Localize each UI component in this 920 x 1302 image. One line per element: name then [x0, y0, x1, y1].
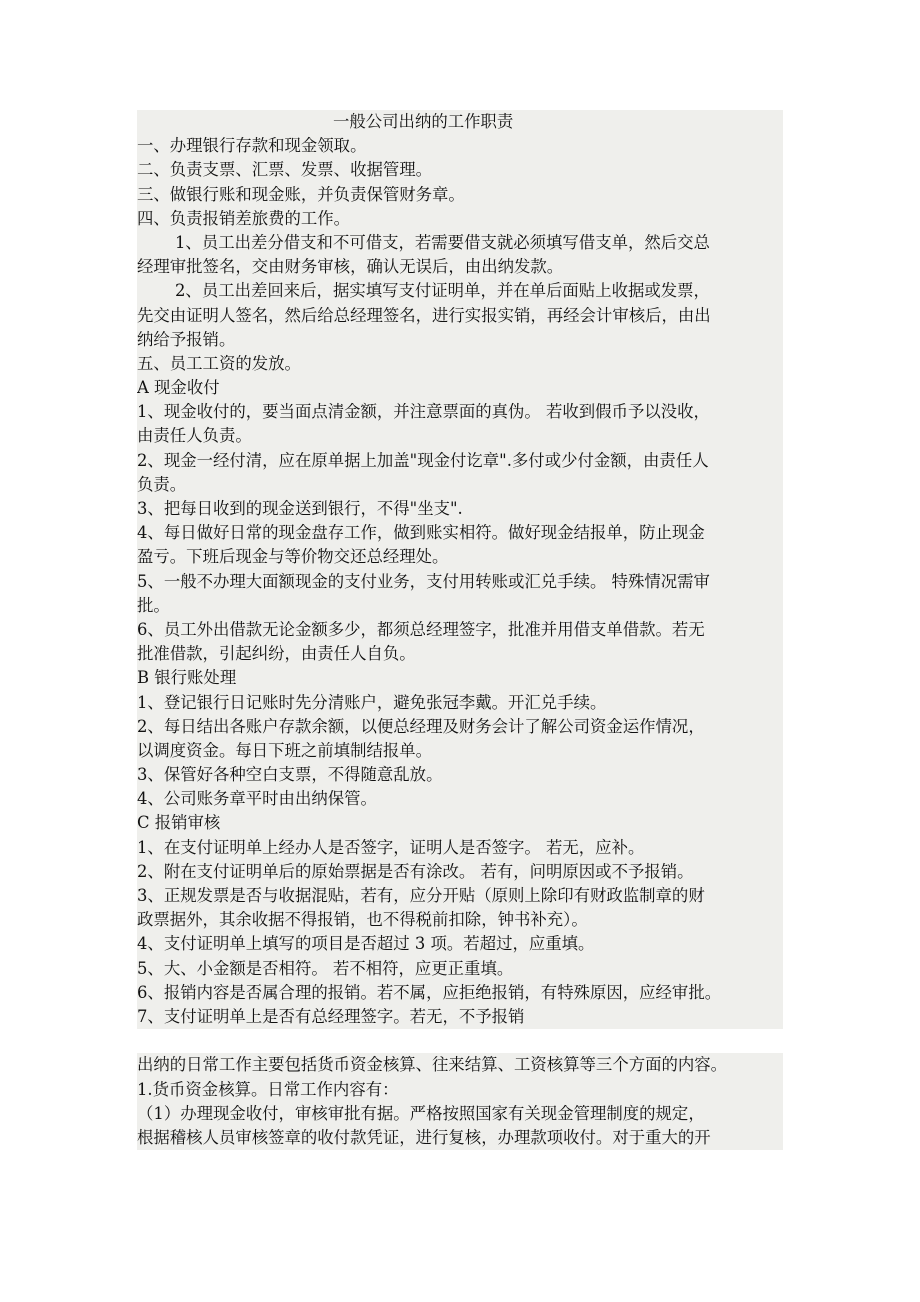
text-line: 盈亏。下班后现金与等价物交还总经理处。: [137, 547, 449, 567]
text-line: 以调度资金。每日下班之前填制结报单。: [137, 740, 433, 760]
text-line: 四、负责报销差旅费的工作。: [137, 208, 351, 228]
text-line: 五、员工工资的发放。: [137, 353, 301, 373]
text-line: 3、正规发票是否与收据混贴，若有，应分开贴（原则上除印有财政监制章的财: [137, 886, 705, 905]
text-line: 根据稽核人员审核签章的收付款凭证，进行复核，办理款项收付。对于重大的开: [137, 1127, 711, 1147]
text-line: 批准借款，引起纠纷，由责任人自负。: [137, 644, 416, 664]
text-line: 先交由证明人签名，然后给总经理签名，进行实报实销，再经会计审核后，由出: [137, 305, 711, 325]
text-line: 1、登记银行日记账时先分清账户，避免张冠李戴。开汇兑手续。: [137, 692, 607, 712]
text-line: 1、现金收付的，要当面点清金额，并注意票面的真伪。 若收到假币予以没收，: [137, 402, 710, 422]
blank-line: [137, 1029, 783, 1053]
text-line: 5、大、小金额是否相符。 若不相符，应更正重填。: [137, 958, 514, 978]
text-line: 2、员工出差回来后，据实填写支付证明单，并在单后面贴上收据或发票，: [175, 281, 710, 301]
text-line: 4、支付证明单上填写的项目是否超过 3 项。若超过，应重填。: [137, 934, 595, 954]
text-line: 2、附在支付证明单后的原始票据是否有涂改。 若有，问明原因或不予报销。: [137, 861, 694, 881]
document-page: [137, 110, 783, 1150]
text-line: 5、一般不办理大面额现金的支付业务，支付用转账或汇兑手续。 特殊情况需审: [137, 571, 710, 591]
text-line: 由责任人负责。: [137, 426, 252, 446]
text-line: 负责。: [137, 474, 187, 494]
text-line: 批。: [137, 595, 170, 615]
text-line: （1）办理现金收付，审核审批有据。严格按照国家有关现金管理制度的规定，: [137, 1103, 705, 1123]
text-line: 纳给予报销。: [137, 329, 236, 349]
text-line: 一、办理银行存款和现金领取。: [137, 136, 367, 156]
text-line: 1.货币资金核算。日常工作内容有：: [137, 1079, 399, 1099]
text-line: 出纳的日常工作主要包括货币资金核算、往来结算、工资核算等三个方面的内容。: [137, 1055, 728, 1075]
text-line: 2、现金一经付清，应在原单据上加盖"现金付讫章".多付或少付金额，由责任人: [137, 450, 709, 470]
text-line: 4、公司账务章平时由出纳保管。: [137, 789, 377, 809]
text-line: 6、报销内容是否属合理的报销。若不属，应拒绝报销，有特殊原因，应经审批。: [137, 982, 722, 1002]
text-line: 6、员工外出借款无论金额多少，都须总经理签字，批准并用借支单借款。若无: [137, 619, 705, 639]
section-heading: A 现金收付: [137, 378, 220, 398]
text-line: 2、每日结出各账户存款余额，以便总经理及财务会计了解公司资金运作情况，: [137, 716, 705, 736]
section-heading: B 银行账处理: [137, 668, 237, 688]
section-heading: C 报销审核: [137, 813, 221, 833]
text-line: 4、每日做好日常的现金盘存工作，做到账实相符。做好现金结报单，防止现金: [137, 523, 705, 543]
text-line: 三、做银行账和现金账，并负责保管财务章。: [137, 184, 465, 204]
text-line: 1、员工出差分借支和不可借支，若需要借支就必须填写借支单，然后交总: [175, 232, 710, 252]
text-line: 3、把每日收到的现金送到银行，不得"坐支".: [137, 499, 463, 518]
document-title: 一般公司出纳的工作职责: [333, 112, 514, 131]
text-line: 二、负责支票、汇票、发票、收据管理。: [137, 160, 433, 180]
text-line: 经理审批签名，交由财务审核，确认无误后，由出纳发款。: [137, 257, 564, 277]
text-line: 3、保管好各种空白支票，不得随意乱放。: [137, 765, 443, 785]
text-line: 政票据外，其余收据不得报销，也不得税前扣除，钟书补充）。: [137, 910, 588, 930]
text-line: 7、支付证明单上是否有总经理签字。若无，不予报销: [137, 1006, 525, 1026]
text-line: 1、在支付证明单上经办人是否签字，证明人是否签字。 若无，应补。: [137, 837, 645, 857]
